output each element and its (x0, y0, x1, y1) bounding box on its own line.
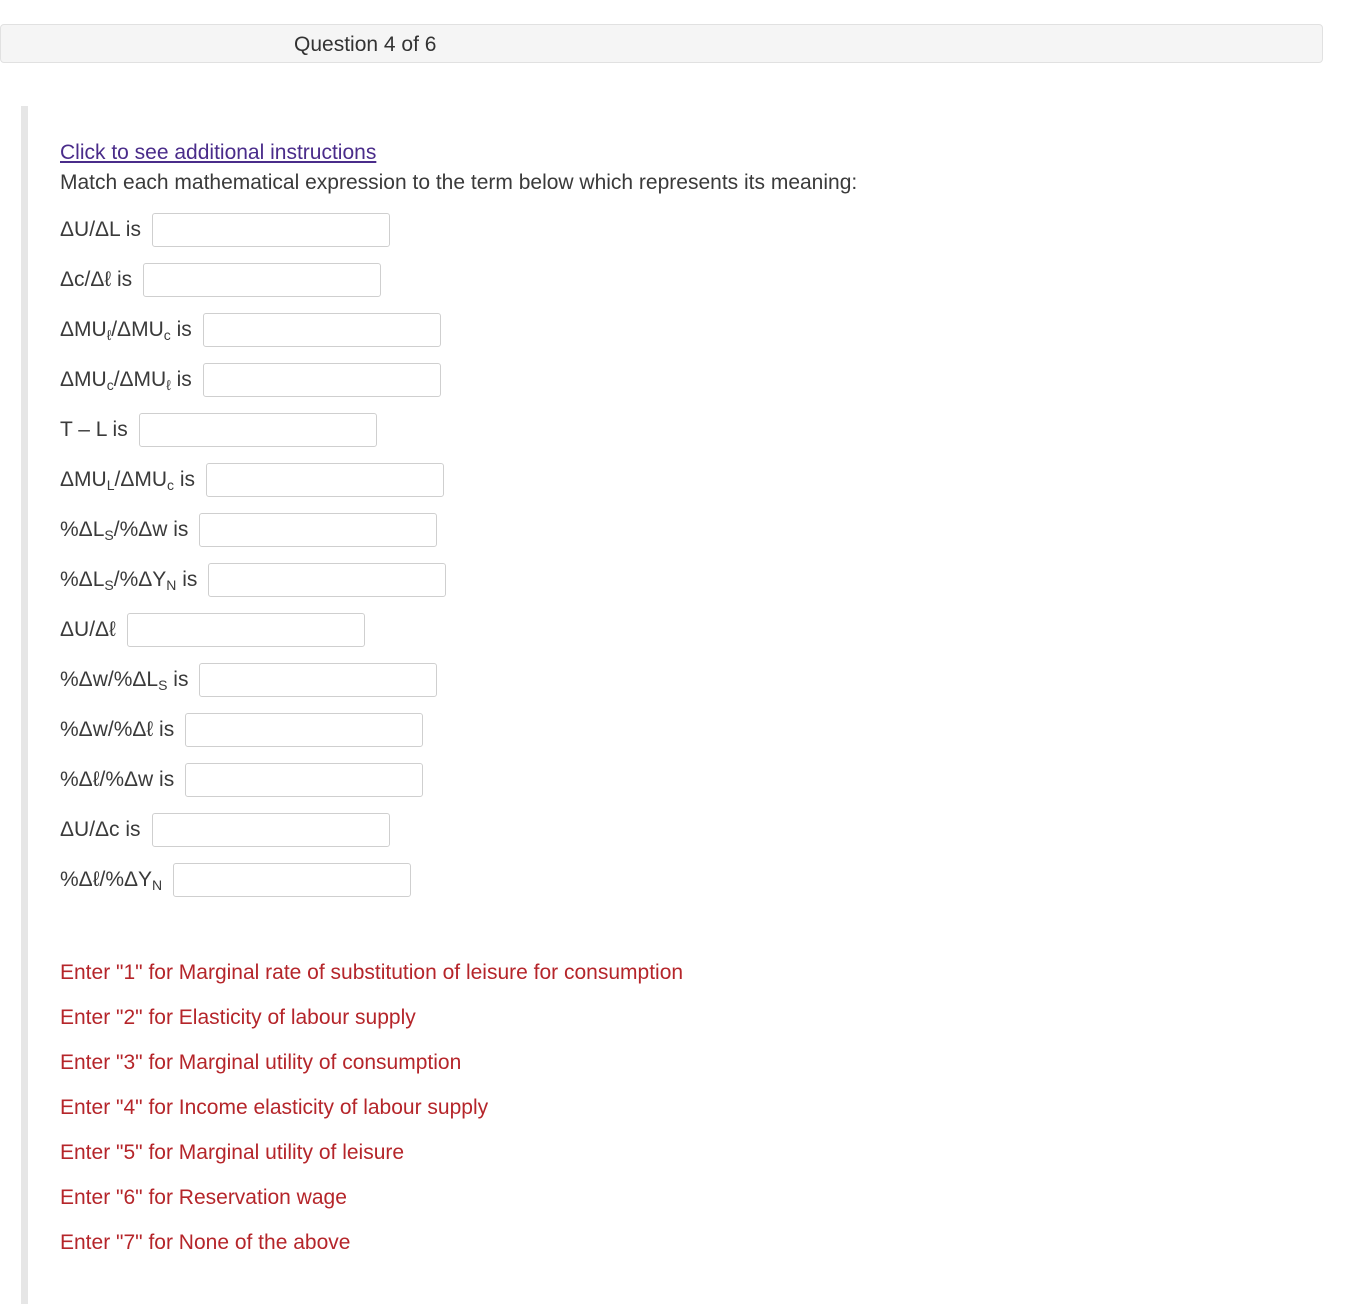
expression-subscript: N (166, 577, 177, 593)
expression-subscript: S (104, 577, 114, 593)
match-row (60, 763, 1320, 813)
expression-text: is (170, 318, 192, 341)
expression-text: %ΔL (60, 568, 105, 591)
expression-text: Δc/Δℓ is (60, 268, 133, 291)
answer-input[interactable] (173, 863, 411, 897)
expression-label (60, 213, 141, 247)
expression-subscript: N (152, 877, 163, 893)
match-row (60, 363, 1320, 413)
answer-input[interactable] (199, 513, 437, 547)
answer-options-list (60, 958, 683, 1273)
answer-input[interactable] (143, 263, 381, 297)
answer-option: Enter "6" for Reservation wage (60, 1186, 347, 1209)
match-row (60, 713, 1320, 763)
answer-input[interactable] (203, 313, 441, 347)
expression-text: ΔMU (60, 318, 107, 341)
expression-text: is (167, 668, 189, 691)
expression-label (60, 363, 192, 397)
expression-text: is (176, 568, 198, 591)
expression-text: ΔMU (60, 468, 107, 491)
match-row (60, 263, 1320, 313)
expression-label (60, 513, 188, 547)
expression-text: %Δw/%ΔL (60, 668, 159, 691)
expression-subscript: S (158, 677, 168, 693)
expression-subscript: ℓ (106, 327, 112, 343)
expression-label (60, 763, 174, 797)
expression-subscript: ℓ (166, 377, 171, 393)
expression-text: %Δw/%Δℓ is (60, 718, 175, 741)
match-row (60, 513, 1320, 563)
left-border-rule (21, 106, 28, 1304)
expression-subscript: S (104, 527, 114, 543)
answer-option: Enter "4" for Income elasticity of labour supply (60, 1096, 489, 1119)
answer-input[interactable] (152, 213, 390, 247)
expression-text: ΔU/Δℓ (60, 618, 116, 641)
expression-label (60, 463, 195, 497)
expression-text: ΔU/Δc is (60, 818, 141, 841)
expression-text: %ΔL (60, 518, 105, 541)
match-row (60, 313, 1320, 363)
expression-label (60, 613, 116, 647)
match-row (60, 663, 1320, 713)
question-prompt: Match each mathematical expression to the term below which represents its meaning: (60, 171, 858, 194)
match-row (60, 563, 1320, 613)
match-row (60, 463, 1320, 513)
expression-label (60, 313, 192, 347)
expression-subscript: c (106, 377, 114, 393)
expression-text: /ΔMU (111, 318, 164, 341)
expression-label (60, 563, 197, 597)
match-row (60, 413, 1320, 463)
answer-option: Enter "7" for None of the above (60, 1231, 351, 1254)
answer-option: Enter "2" for Elasticity of labour supply (60, 1006, 416, 1029)
answer-input[interactable] (199, 663, 437, 697)
expression-text: %Δℓ/%ΔY (60, 868, 153, 891)
answer-option: Enter "3" for Marginal utility of consumption (60, 1051, 462, 1074)
expression-subscript: L (106, 477, 115, 493)
answer-input[interactable] (127, 613, 365, 647)
expression-text: ΔU/ΔL is (60, 218, 141, 241)
match-row (60, 863, 1320, 913)
expression-label (60, 663, 188, 697)
expression-subscript: c (163, 327, 171, 343)
expression-text: /ΔMU (113, 368, 167, 391)
expression-text: /%Δw is (113, 518, 189, 541)
expression-label (60, 863, 162, 897)
match-row (60, 213, 1320, 263)
expression-text: ΔMU (60, 368, 107, 391)
question-counter: Question 4 of 6 (294, 33, 437, 56)
expression-label (60, 413, 128, 447)
match-row (60, 613, 1320, 663)
answer-input[interactable] (208, 563, 446, 597)
answer-input[interactable] (152, 813, 390, 847)
match-rows (60, 213, 1320, 913)
question-header (0, 24, 1323, 63)
match-row (60, 813, 1320, 863)
additional-instructions-link[interactable]: Click to see additional instructions (60, 141, 377, 164)
expression-text: is (170, 368, 192, 391)
answer-input[interactable] (206, 463, 444, 497)
expression-label (60, 713, 174, 747)
question-content (60, 138, 1320, 913)
expression-label (60, 263, 132, 297)
answer-option: Enter "5" for Marginal utility of leisure (60, 1141, 405, 1164)
answer-input[interactable] (203, 363, 441, 397)
expression-text: is (174, 468, 196, 491)
expression-text: /%ΔY (113, 568, 167, 591)
expression-text: /ΔMU (114, 468, 168, 491)
answer-input[interactable] (139, 413, 377, 447)
answer-option: Enter "1" for Marginal rate of substitution of leisure for consumption (60, 961, 684, 984)
answer-input[interactable] (185, 763, 423, 797)
expression-label (60, 813, 141, 847)
expression-text: %Δℓ/%Δw is (60, 768, 175, 791)
expression-text: T – L is (60, 418, 128, 441)
expression-subscript: c (167, 477, 175, 493)
answer-input[interactable] (185, 713, 423, 747)
